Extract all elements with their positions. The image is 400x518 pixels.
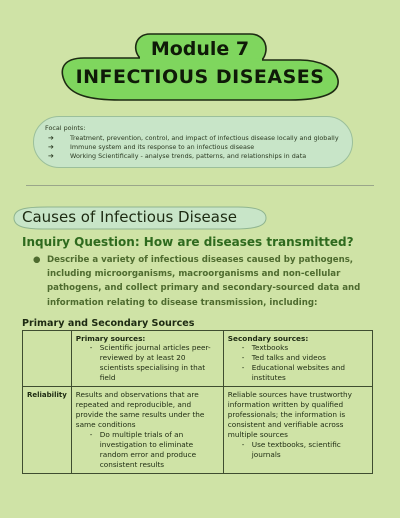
reliability-primary-list <box>76 430 219 470</box>
primary-sources-heading: Primary sources: <box>75 334 146 343</box>
row-label-reliability: Reliability <box>23 387 72 474</box>
inquiry-question: Inquiry Question: How are diseases transmitted? <box>22 235 354 249</box>
horizontal-divider <box>26 185 374 186</box>
reliability-secondary-list <box>228 440 368 460</box>
row-label-empty <box>23 331 72 387</box>
focal-points-label: Focal points: <box>45 124 86 132</box>
arrow-right-icon: ➔ <box>48 133 54 142</box>
reliability-primary-cell <box>71 387 223 474</box>
module-title: Module 7 <box>150 38 250 60</box>
primary-sources-cell <box>71 331 223 387</box>
reliability-secondary-cell <box>223 387 372 474</box>
secondary-sources-heading: Secondary sources: <box>227 334 309 343</box>
focal-points-box <box>33 116 353 168</box>
list-item: - Scientific journal articles peer-reviewed by at least 20 scientists specialising in that field <box>90 343 219 383</box>
reliability-secondary-text: Reliable sources have trustworthy information written by qualified professionals; the information is consistent and verifiable across multiple sources <box>227 390 352 439</box>
list-item: - Ted talks and videos <box>242 353 368 363</box>
bullet-dot-icon: ● <box>33 255 41 265</box>
syllabus-bullet: ● Describe a variety of infectious diseases caused by pathogens, including microorganisms, macroorganisms and non-cellular pathogens, and collect primary and secondary-sourced data and information relating to disease transmission, including: <box>33 255 361 308</box>
table-row <box>23 331 373 387</box>
table-row <box>23 387 373 474</box>
focal-point-item: ➔ Immune system and its response to an infectious disease <box>48 142 255 151</box>
sources-table <box>22 330 373 474</box>
primary-sources-list <box>76 343 219 383</box>
list-item: - Educational websites and institutes <box>242 363 368 383</box>
main-title: INFECTIOUS DISEASES <box>75 66 325 88</box>
arrow-right-icon: ➔ <box>48 151 54 160</box>
focal-point-item: ➔ Working Scientifically - analyse trends, patterns, and relationships in data <box>48 151 307 160</box>
title-banner <box>0 0 400 110</box>
secondary-sources-list <box>228 343 368 383</box>
focal-points-list <box>48 133 339 160</box>
list-item: - Textbooks <box>242 343 368 353</box>
list-item: - Do multiple trials of an investigation to eliminate random error and produce consistent results <box>90 430 219 470</box>
table-title: Primary and Secondary Sources <box>22 318 195 329</box>
list-item: - Use textbooks, scientific journals <box>242 440 368 460</box>
secondary-sources-cell <box>223 331 372 387</box>
arrow-right-icon: ➔ <box>48 142 54 151</box>
section-title: Causes of Infectious Disease <box>22 208 238 226</box>
reliability-primary-text: Results and observations that are repeated and reproducible, and provide the same results under the same conditions <box>75 390 205 429</box>
focal-point-item: ➔ Treatment, prevention, control, and impact of infectious disease locally and globally <box>48 133 339 142</box>
